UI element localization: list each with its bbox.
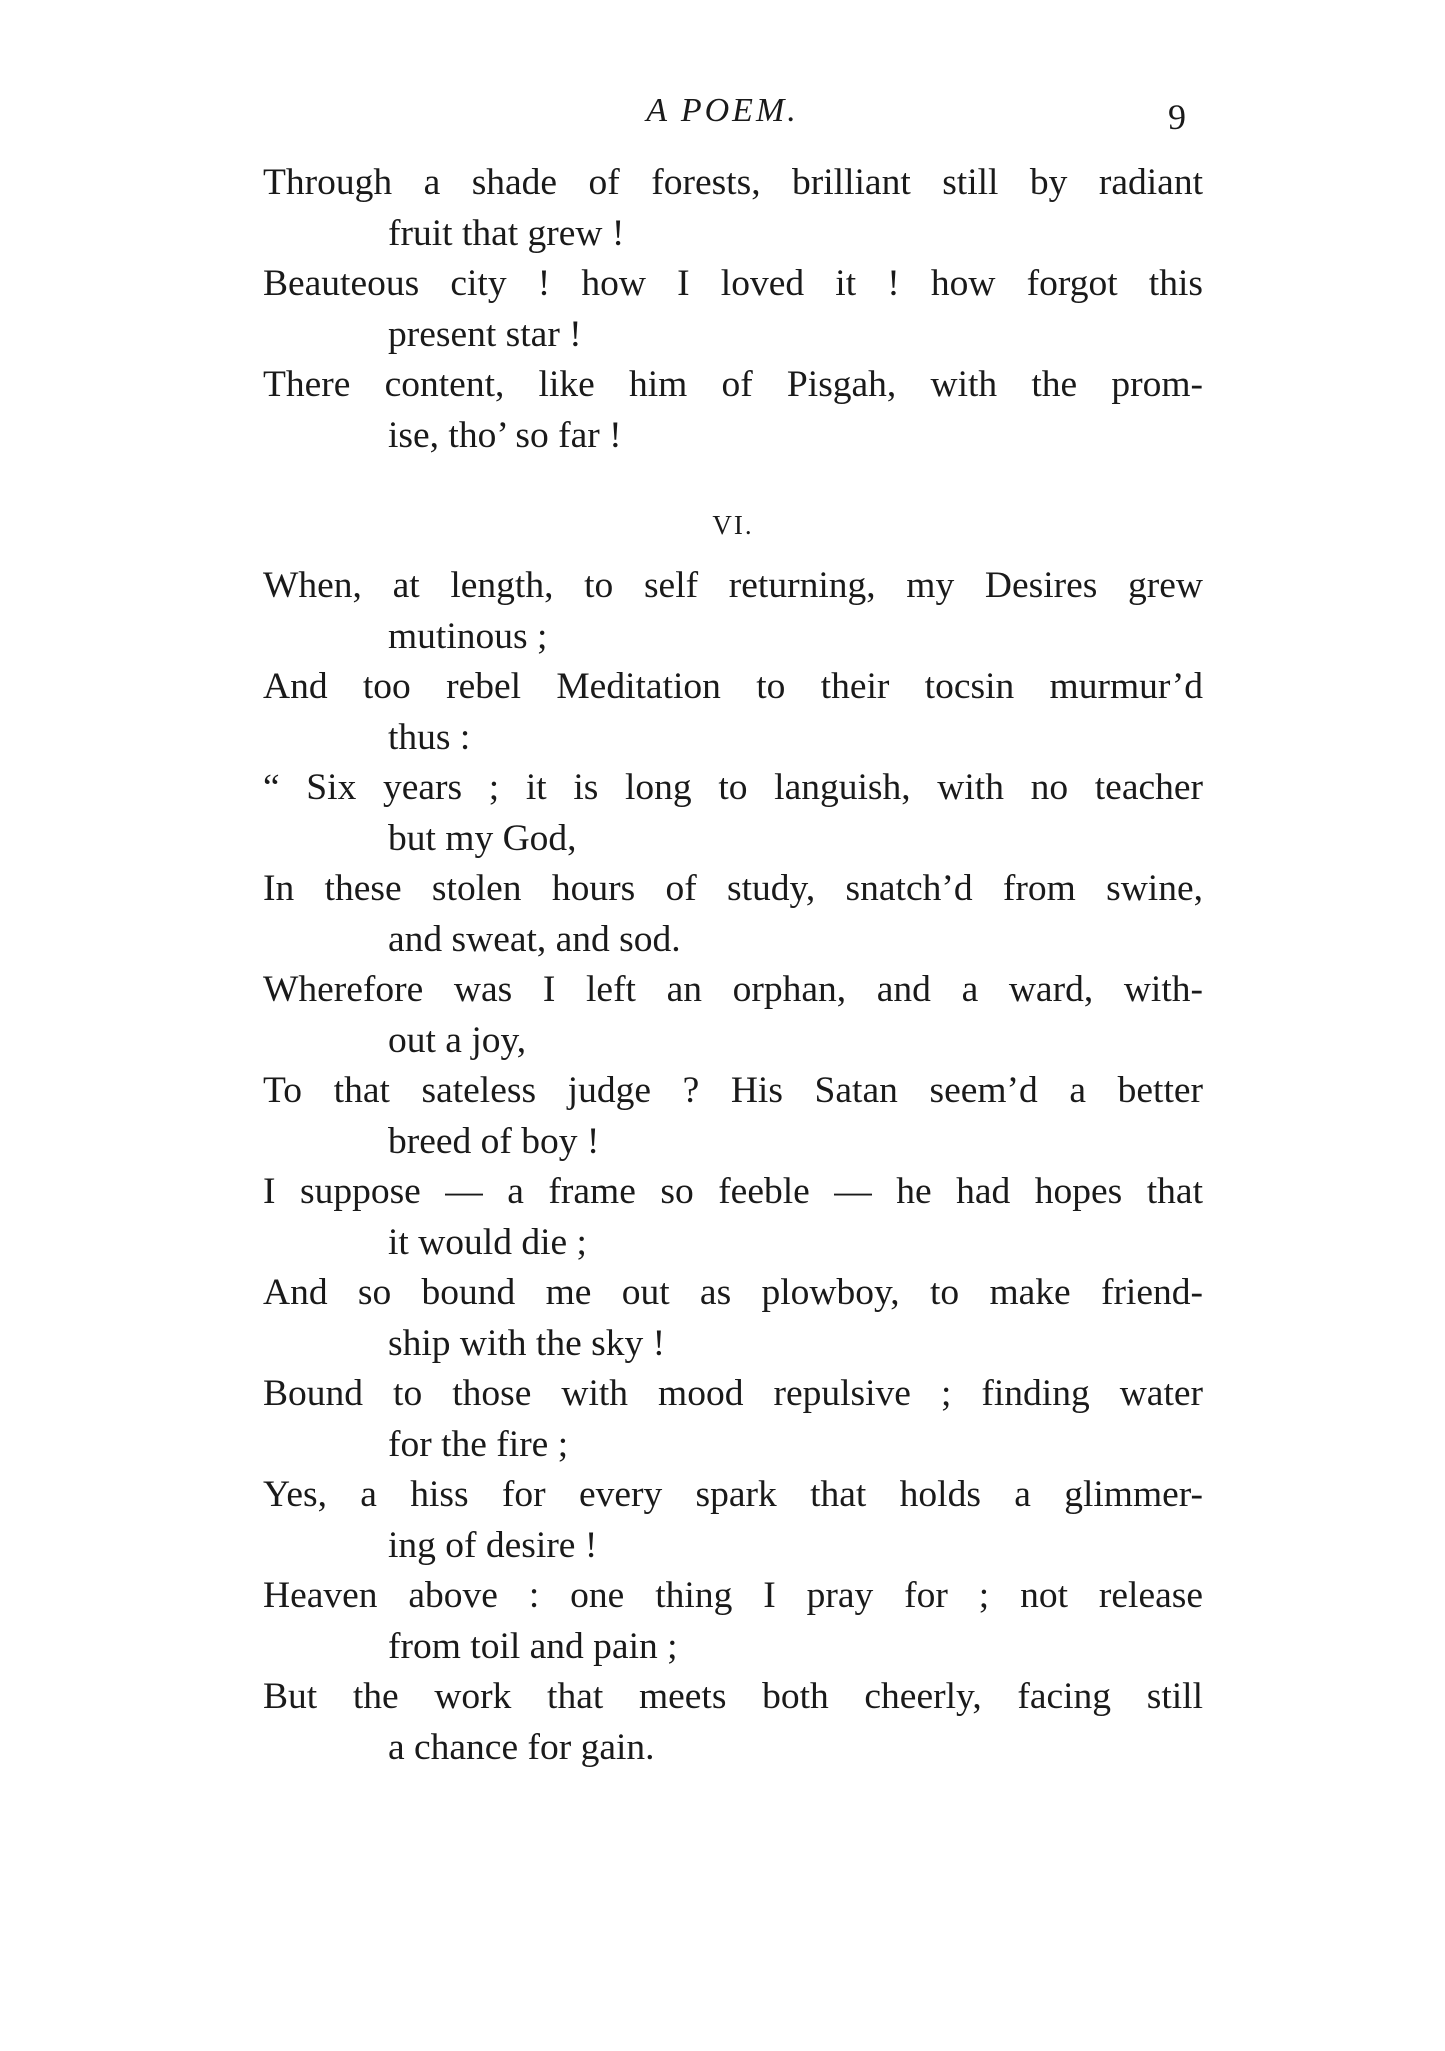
verse-line [263,1167,1203,1268]
verse-continuation: out a joy, [388,1019,527,1061]
verse-continuation: fruit that grew ! [388,212,625,254]
verse-line [263,1571,1203,1672]
verse-line [263,965,1203,1066]
verse-first-line: To that sateless judge ? His Satan seem’d a better [263,1070,1203,1111]
verse-first-line: There content, like him of Pisgah, with the prom- [263,364,1203,405]
verse-line [263,763,1203,864]
verse-line [263,259,1203,360]
verse-continuation: a chance for gain. [388,1726,655,1768]
verse-line [263,561,1203,662]
verse-first-line: And too rebel Meditation to their tocsin murmur’d [263,666,1203,707]
verse-continuation: breed of boy ! [388,1120,600,1162]
verse-continuation: mutinous ; [388,615,548,657]
verse-line [263,864,1203,965]
verse-continuation: but my God, [388,817,577,859]
verse-continuation: present star ! [388,313,582,355]
verse-continuation: thus : [388,716,471,758]
stanza-vi [263,561,1203,1773]
verse-continuation: ship with the sky ! [388,1322,666,1364]
running-title: A POEM. [646,92,799,129]
stanza-v-tail [263,158,1203,461]
verse-first-line: Through a shade of forests, brilliant still by radiant [263,162,1203,203]
verse-first-line: “ Six years ; it is long to languish, with no teacher [263,767,1203,808]
verse-first-line: When, at length, to self returning, my Desires grew [263,565,1203,606]
verse-line [263,158,1203,259]
section-numeral: VI. [712,510,754,540]
verse-first-line: Bound to those with mood repulsive ; finding water [263,1373,1203,1414]
verse-line [263,1672,1203,1773]
poem-text [263,158,1203,1773]
verse-first-line: Beauteous city ! how I loved it ! how forgot this [263,263,1203,304]
verse-continuation: for the fire ; [388,1423,569,1465]
verse-first-line: Wherefore was I left an orphan, and a ward, with- [263,969,1203,1010]
verse-continuation: it would die ; [388,1221,587,1263]
verse-continuation: from toil and pain ; [388,1625,678,1667]
verse-first-line: Heaven above : one thing I pray for ; not release [263,1575,1203,1616]
page-number: 9 [1168,97,1186,137]
verse-first-line: Yes, a hiss for every spark that holds a glimmer- [263,1474,1203,1515]
verse-first-line: But the work that meets both cheerly, facing still [263,1676,1203,1717]
verse-line [263,1066,1203,1167]
spacer [263,461,1203,500]
verse-first-line: In these stolen hours of study, snatch’d from swine, [263,868,1203,909]
verse-continuation: ing of desire ! [388,1524,598,1566]
verse-continuation: and sweat, and sod. [388,918,681,960]
verse-line [263,662,1203,763]
verse-continuation: ise, tho’ so far ! [388,414,622,456]
verse-first-line: I suppose — a frame so feeble — he had hopes that [263,1171,1203,1212]
verse-first-line: And so bound me out as plowboy, to make friend- [263,1272,1203,1313]
spacer [263,550,1203,561]
verse-line [263,360,1203,461]
verse-line [263,1268,1203,1369]
verse-line [263,1369,1203,1470]
running-head [0,92,1445,142]
verse-line [263,1470,1203,1571]
